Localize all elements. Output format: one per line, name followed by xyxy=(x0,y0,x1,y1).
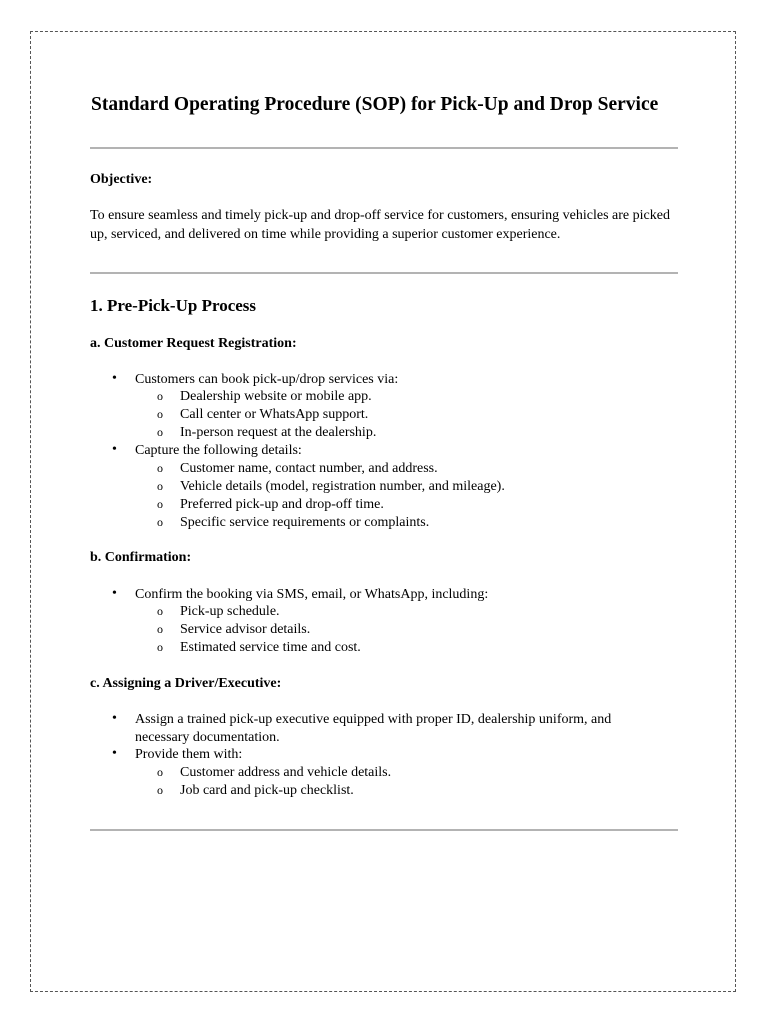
sub-bullet-icon: o xyxy=(157,783,163,797)
sub-list-item: Call center or WhatsApp support. xyxy=(180,407,369,422)
sub-bullet-icon: o xyxy=(157,479,163,493)
sub-list-item: In-person request at the dealership. xyxy=(180,425,377,440)
sub-bullet-icon: o xyxy=(157,515,163,529)
sub-list-item: Customer name, contact number, and address. xyxy=(180,461,438,476)
sub-list-item: Specific service requirements or complaints. xyxy=(180,515,430,530)
sub-list-item: Customer address and vehicle details. xyxy=(180,765,392,780)
list-item: Capture the following details: xyxy=(135,443,302,458)
sub-bullet-icon: o xyxy=(157,407,163,421)
sub-bullet-icon: o xyxy=(157,640,163,654)
bullet-icon: • xyxy=(112,442,117,457)
divider xyxy=(90,147,678,149)
sub-bullet-icon: o xyxy=(157,622,163,636)
sub-list-item: Preferred pick-up and drop-off time. xyxy=(180,497,384,512)
sub-list-item: Pick-up schedule. xyxy=(180,604,280,619)
sub-bullet-icon: o xyxy=(157,389,163,403)
bullet-icon: • xyxy=(112,586,117,601)
list-item: Confirm the booking via SMS, email, or WhatsApp, including: xyxy=(135,587,489,602)
sub-list-item: Job card and pick-up checklist. xyxy=(180,783,354,798)
sub-list-item: Estimated service time and cost. xyxy=(180,640,361,655)
sub-bullet-icon: o xyxy=(157,765,163,779)
sub-list-item: Dealership website or mobile app. xyxy=(180,389,372,404)
bullet-icon: • xyxy=(112,746,117,761)
sub-list-item: Vehicle details (model, registration number, and mileage). xyxy=(180,479,505,494)
page-title: Standard Operating Procedure (SOP) for Pick-Up and Drop Service xyxy=(91,94,659,115)
bullet-icon: • xyxy=(112,711,117,726)
sub-bullet-icon: o xyxy=(157,425,163,439)
list-item: Provide them with: xyxy=(135,747,243,762)
sub-list-item: Service advisor details. xyxy=(180,622,311,637)
section-heading: 1. Pre-Pick-Up Process xyxy=(90,296,257,315)
list-item: Assign a trained pick-up executive equipped with proper ID, dealership uniform, and necessary documentation. xyxy=(135,712,612,745)
subsection-heading: c. Assigning a Driver/Executive: xyxy=(90,676,282,691)
subsection-heading: b. Confirmation: xyxy=(90,550,192,565)
objective-text: To ensure seamless and timely pick-up and drop-off service for customers, ensuring vehicles are picked up, serviced, and delivered on time while providing a superior customer experience. xyxy=(90,208,670,242)
list-item: Customers can book pick-up/drop services via: xyxy=(135,372,399,387)
bullet-icon: • xyxy=(112,371,117,386)
divider xyxy=(90,829,678,831)
sub-bullet-icon: o xyxy=(157,461,163,475)
divider xyxy=(90,272,678,274)
sub-bullet-icon: o xyxy=(157,604,163,618)
subsection-heading: a. Customer Request Registration: xyxy=(90,336,297,351)
sub-bullet-icon: o xyxy=(157,497,163,511)
objective-heading: Objective: xyxy=(90,172,153,187)
